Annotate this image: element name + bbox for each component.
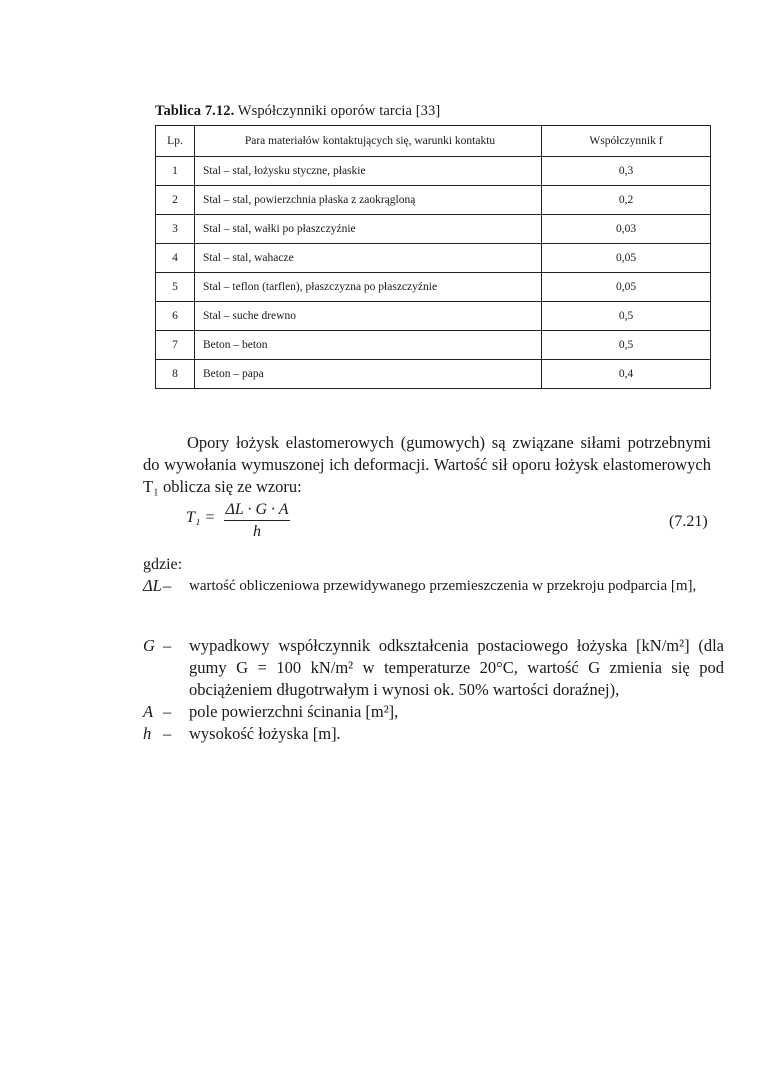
cell-coefficient: 0,5 [542,331,711,360]
formula-fraction [224,501,290,541]
definition-text: wysokość łożyska [m]. [189,724,341,743]
table-row [156,360,711,389]
table-row [156,244,711,273]
cell-material-pair: Stal – stal, wałki po płaszczyźnie [195,215,542,244]
definition-symbol: h [143,724,152,743]
cell-lp: 5 [156,273,195,302]
definition-symbol: ΔL [143,576,162,595]
where-label: gdzie: [143,556,183,573]
cell-lp: 4 [156,244,195,273]
definition-dash: – [163,636,172,655]
header-coefficient: Współczynnik f [542,126,711,157]
table-row [156,157,711,186]
definition-symbol: G [143,636,155,655]
definition-text: wartość obliczeniowa przewidywanego przemieszczenia w przekroju podparcia [m], [189,578,697,594]
cell-material-pair: Beton – papa [195,360,542,389]
cell-coefficient: 0,4 [542,360,711,389]
definition-text: wypadkowy współczynnik odkształcenia postaciowego łożyska [kN/m²] (dla gumy G = 100 kN/m² w temperaturze 20°C, wartość G zmienia się pod obciążeniem długotrwałym i wynosi ok. 50% wartości doraźnej), [189,636,724,699]
cell-material-pair: Stal – stal, łożysku styczne, płaskie [195,157,542,186]
definition-symbol: A [143,702,154,721]
table-row [156,273,711,302]
cell-lp: 6 [156,302,195,331]
cell-lp: 7 [156,331,195,360]
table-row [156,331,711,360]
header-lp: Lp. [156,126,195,157]
equation-number: (7.21) [669,513,708,530]
friction-coefficients-table [155,125,711,389]
cell-lp: 3 [156,215,195,244]
table-header-row [156,126,711,157]
definition-dash: – [163,576,172,595]
table-row [156,302,711,331]
definition-dash: – [163,702,172,721]
definition-text: pole powierzchni ścinania [m²], [189,702,399,721]
cell-lp: 1 [156,157,195,186]
cell-material-pair: Beton – beton [195,331,542,360]
definition-dash: – [163,724,172,743]
table-row [156,186,711,215]
table-caption [155,103,440,120]
cell-material-pair: Stal – stal, wahacze [195,244,542,273]
cell-lp: 8 [156,360,195,389]
table-caption-title: Współczynniki oporów tarcia [33] [237,103,441,119]
intro-paragraph-text: Opory łożysk elastomerowych (gumowych) są związane siłami potrzebnymi do wywołania wymuszonej ich deformacji. Wartość sił oporu łożysk elastomerowych T₁ oblicza się ze wzoru: [143,433,711,496]
formula-denominator: h [253,523,261,540]
cell-material-pair: Stal – suche drewno [195,302,542,331]
table-caption-label: Tablica 7.12. [155,103,235,119]
table-row [156,215,711,244]
cell-material-pair: Stal – stal, powierzchnia płaska z zaokrągloną [195,186,542,215]
cell-coefficient: 0,03 [542,215,711,244]
cell-lp: 2 [156,186,195,215]
intro-paragraph [143,432,711,498]
formula-numerator: ΔL · G · A [224,501,290,521]
cell-coefficient: 0,2 [542,186,711,215]
cell-coefficient: 0,3 [542,157,711,186]
header-material-pair: Para materiałów kontaktujących się, warunki kontaktu [195,126,542,157]
cell-coefficient: 0,05 [542,273,711,302]
cell-material-pair: Stal – teflon (tarflen), płaszczyzna po płaszczyźnie [195,273,542,302]
formula-lhs: T₁ = [186,509,216,526]
cell-coefficient: 0,5 [542,302,711,331]
cell-coefficient: 0,05 [542,244,711,273]
